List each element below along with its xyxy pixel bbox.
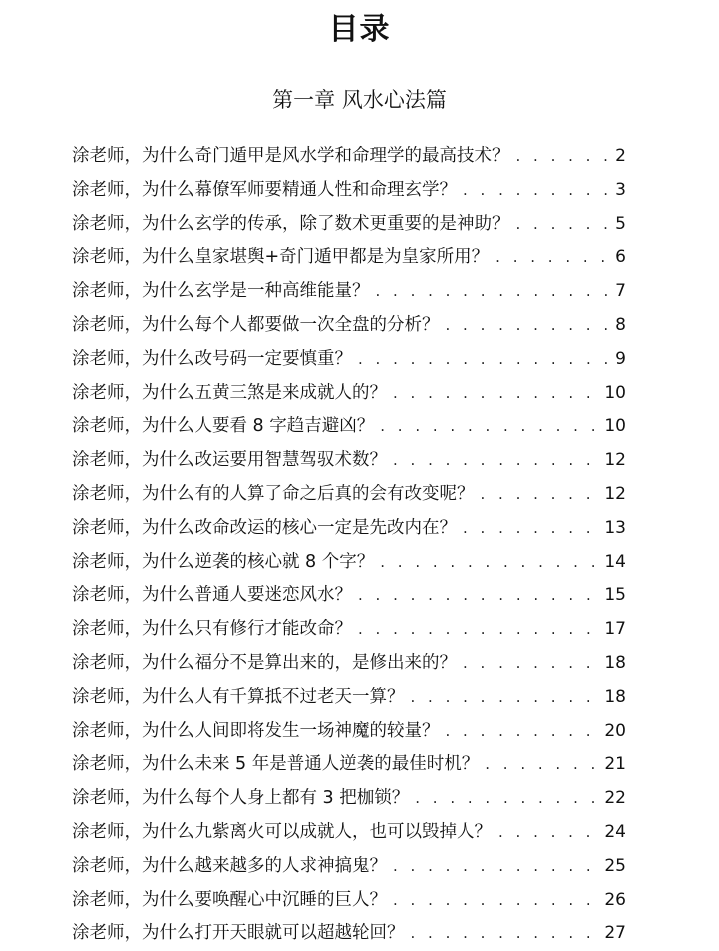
toc-entry-title: 涂老师，为什么每个人都要做一次全盘的分析？ bbox=[72, 314, 440, 335]
toc-dot-leader bbox=[446, 309, 612, 343]
toc-entry[interactable] bbox=[72, 174, 626, 208]
toc-entry-page-number: 17 bbox=[604, 619, 626, 640]
toc-list bbox=[72, 140, 626, 951]
toc-entry-page-number: 24 bbox=[604, 821, 626, 842]
toc-dot-leader bbox=[498, 816, 600, 850]
toc-entry-page-number: 2 bbox=[615, 146, 626, 166]
toc-dot-leader bbox=[463, 512, 600, 546]
toc-entry-page-number: 18 bbox=[604, 686, 626, 707]
toc-entry-page-number: 26 bbox=[604, 889, 626, 910]
toc-entry[interactable] bbox=[72, 579, 626, 613]
toc-entry[interactable] bbox=[72, 478, 626, 512]
toc-dot-leader bbox=[393, 884, 600, 918]
toc-dot-leader bbox=[495, 241, 611, 275]
toc-entry[interactable] bbox=[72, 681, 626, 715]
toc-entry-page-number: 3 bbox=[615, 179, 626, 200]
toc-entry-title: 涂老师，为什么玄学的传承，除了数术更重要的是神助？ bbox=[72, 213, 510, 234]
toc-dot-leader bbox=[358, 343, 611, 377]
toc-dot-leader bbox=[516, 208, 612, 242]
toc-entry-title: 涂老师，为什么打开天眼就可以超越轮回？ bbox=[72, 923, 405, 944]
toc-entry-page-number: 21 bbox=[604, 754, 626, 775]
toc-entry-page-number: 25 bbox=[604, 855, 626, 876]
page-title: 目录 bbox=[328, 12, 391, 47]
toc-entry-page-number: 9 bbox=[615, 348, 626, 369]
toc-entry[interactable] bbox=[72, 241, 626, 275]
toc-entry-title: 涂老师，为什么人要看 8 字趋吉避凶？ bbox=[72, 416, 375, 437]
toc-entry[interactable] bbox=[72, 917, 626, 951]
toc-entry[interactable] bbox=[72, 140, 626, 174]
toc-entry[interactable] bbox=[72, 613, 626, 647]
toc-entry[interactable] bbox=[72, 309, 626, 343]
toc-dot-leader bbox=[380, 546, 600, 580]
toc-entry-page-number: 5 bbox=[615, 213, 626, 234]
toc-entry-title: 涂老师，为什么改号码一定要慎重？ bbox=[72, 348, 352, 369]
toc-dot-leader bbox=[393, 377, 600, 411]
toc-entry-page-number: 15 bbox=[604, 585, 626, 606]
toc-entry[interactable] bbox=[72, 546, 626, 580]
toc-entry-page-number: 6 bbox=[615, 247, 626, 268]
toc-dot-leader bbox=[380, 410, 600, 444]
toc-entry-page-number: 14 bbox=[604, 551, 626, 572]
toc-entry-page-number: 12 bbox=[604, 450, 626, 471]
toc-entry[interactable] bbox=[72, 410, 626, 444]
toc-entry-page-number: 22 bbox=[604, 788, 626, 809]
toc-dot-leader bbox=[415, 782, 600, 816]
toc-entry-title: 涂老师，为什么五黄三煞是来成就人的？ bbox=[72, 382, 387, 403]
toc-dot-leader bbox=[411, 917, 601, 951]
toc-entry-page-number: 12 bbox=[604, 483, 626, 504]
toc-entry-title: 涂老师，为什么幕僚军师要精通人性和命理玄学？ bbox=[72, 179, 457, 200]
toc-entry[interactable] bbox=[72, 512, 626, 546]
toc-entry-title: 涂老师，为什么每个人身上都有 3 把枷锁？ bbox=[72, 788, 410, 809]
toc-entry-title: 涂老师，为什么人间即将发生一场神魔的较量？ bbox=[72, 720, 440, 741]
toc-dot-leader bbox=[463, 174, 611, 208]
toc-entry[interactable] bbox=[72, 782, 626, 816]
toc-entry-page-number: 20 bbox=[604, 720, 626, 741]
chapter-heading: 第一章 风水心法篇 bbox=[272, 88, 447, 112]
toc-entry-page-number: 10 bbox=[604, 382, 626, 403]
toc-entry-title: 涂老师，为什么奇门遁甲是风水学和命理学的最高技术？ bbox=[72, 146, 510, 166]
toc-entry[interactable] bbox=[72, 377, 626, 411]
toc-entry-title: 涂老师，为什么越来越多的人求神搞鬼？ bbox=[72, 855, 387, 876]
toc-dot-leader bbox=[485, 748, 600, 782]
toc-entry-page-number: 10 bbox=[604, 416, 626, 437]
toc-entry[interactable] bbox=[72, 850, 626, 884]
toc-dot-leader bbox=[376, 275, 612, 309]
toc-entry-page-number: 18 bbox=[604, 652, 626, 673]
toc-entry[interactable] bbox=[72, 444, 626, 478]
toc-entry[interactable] bbox=[72, 343, 626, 377]
toc-entry-title: 涂老师，为什么改运要用智慧驾驭术数？ bbox=[72, 450, 387, 471]
toc-dot-leader bbox=[516, 140, 612, 174]
toc-entry-page-number: 13 bbox=[604, 517, 626, 538]
toc-entry[interactable] bbox=[72, 275, 626, 309]
toc-dot-leader bbox=[481, 478, 601, 512]
toc-entry-title: 涂老师，为什么改命改运的核心一定是先改内在？ bbox=[72, 517, 457, 538]
toc-entry-title: 涂老师，为什么人有千算抵不过老天一算？ bbox=[72, 686, 405, 707]
toc-entry-title: 涂老师，为什么未来 5 年是普通人逆袭的最佳时机？ bbox=[72, 754, 480, 775]
toc-entry-title: 涂老师，为什么要唤醒心中沉睡的巨人？ bbox=[72, 889, 387, 910]
toc-entry-page-number: 8 bbox=[615, 314, 626, 335]
toc-entry-title: 涂老师，为什么九紫离火可以成就人，也可以毁掉人？ bbox=[72, 821, 492, 842]
toc-dot-leader bbox=[358, 579, 600, 613]
toc-entry-title: 涂老师，为什么有的人算了命之后真的会有改变呢？ bbox=[72, 483, 475, 504]
toc-entry-title: 涂老师，为什么逆袭的核心就 8 个字？ bbox=[72, 551, 375, 572]
toc-entry-page-number: 7 bbox=[615, 281, 626, 302]
toc-dot-leader bbox=[411, 681, 601, 715]
toc-entry[interactable] bbox=[72, 647, 626, 681]
toc-dot-leader bbox=[393, 444, 600, 478]
toc-entry[interactable] bbox=[72, 715, 626, 749]
toc-dot-leader bbox=[463, 647, 600, 681]
toc-entry[interactable] bbox=[72, 748, 626, 782]
toc-dot-leader bbox=[358, 613, 600, 647]
toc-entry-title: 涂老师，为什么福分不是算出来的，是修出来的？ bbox=[72, 652, 457, 673]
toc-dot-leader bbox=[446, 715, 601, 749]
toc-dot-leader bbox=[393, 850, 600, 884]
toc-entry-title: 涂老师，为什么皇家堪舆+奇门遁甲都是为皇家所用？ bbox=[72, 247, 490, 268]
toc-entry[interactable] bbox=[72, 816, 626, 850]
toc-entry[interactable] bbox=[72, 208, 626, 242]
toc-entry-title: 涂老师，为什么普通人要迷恋风水？ bbox=[72, 585, 352, 606]
toc-entry-title: 涂老师，为什么只有修行才能改命？ bbox=[72, 619, 352, 640]
toc-entry-page-number: 27 bbox=[604, 923, 626, 944]
toc-entry-title: 涂老师，为什么玄学是一种高维能量？ bbox=[72, 281, 370, 302]
toc-entry[interactable] bbox=[72, 884, 626, 918]
